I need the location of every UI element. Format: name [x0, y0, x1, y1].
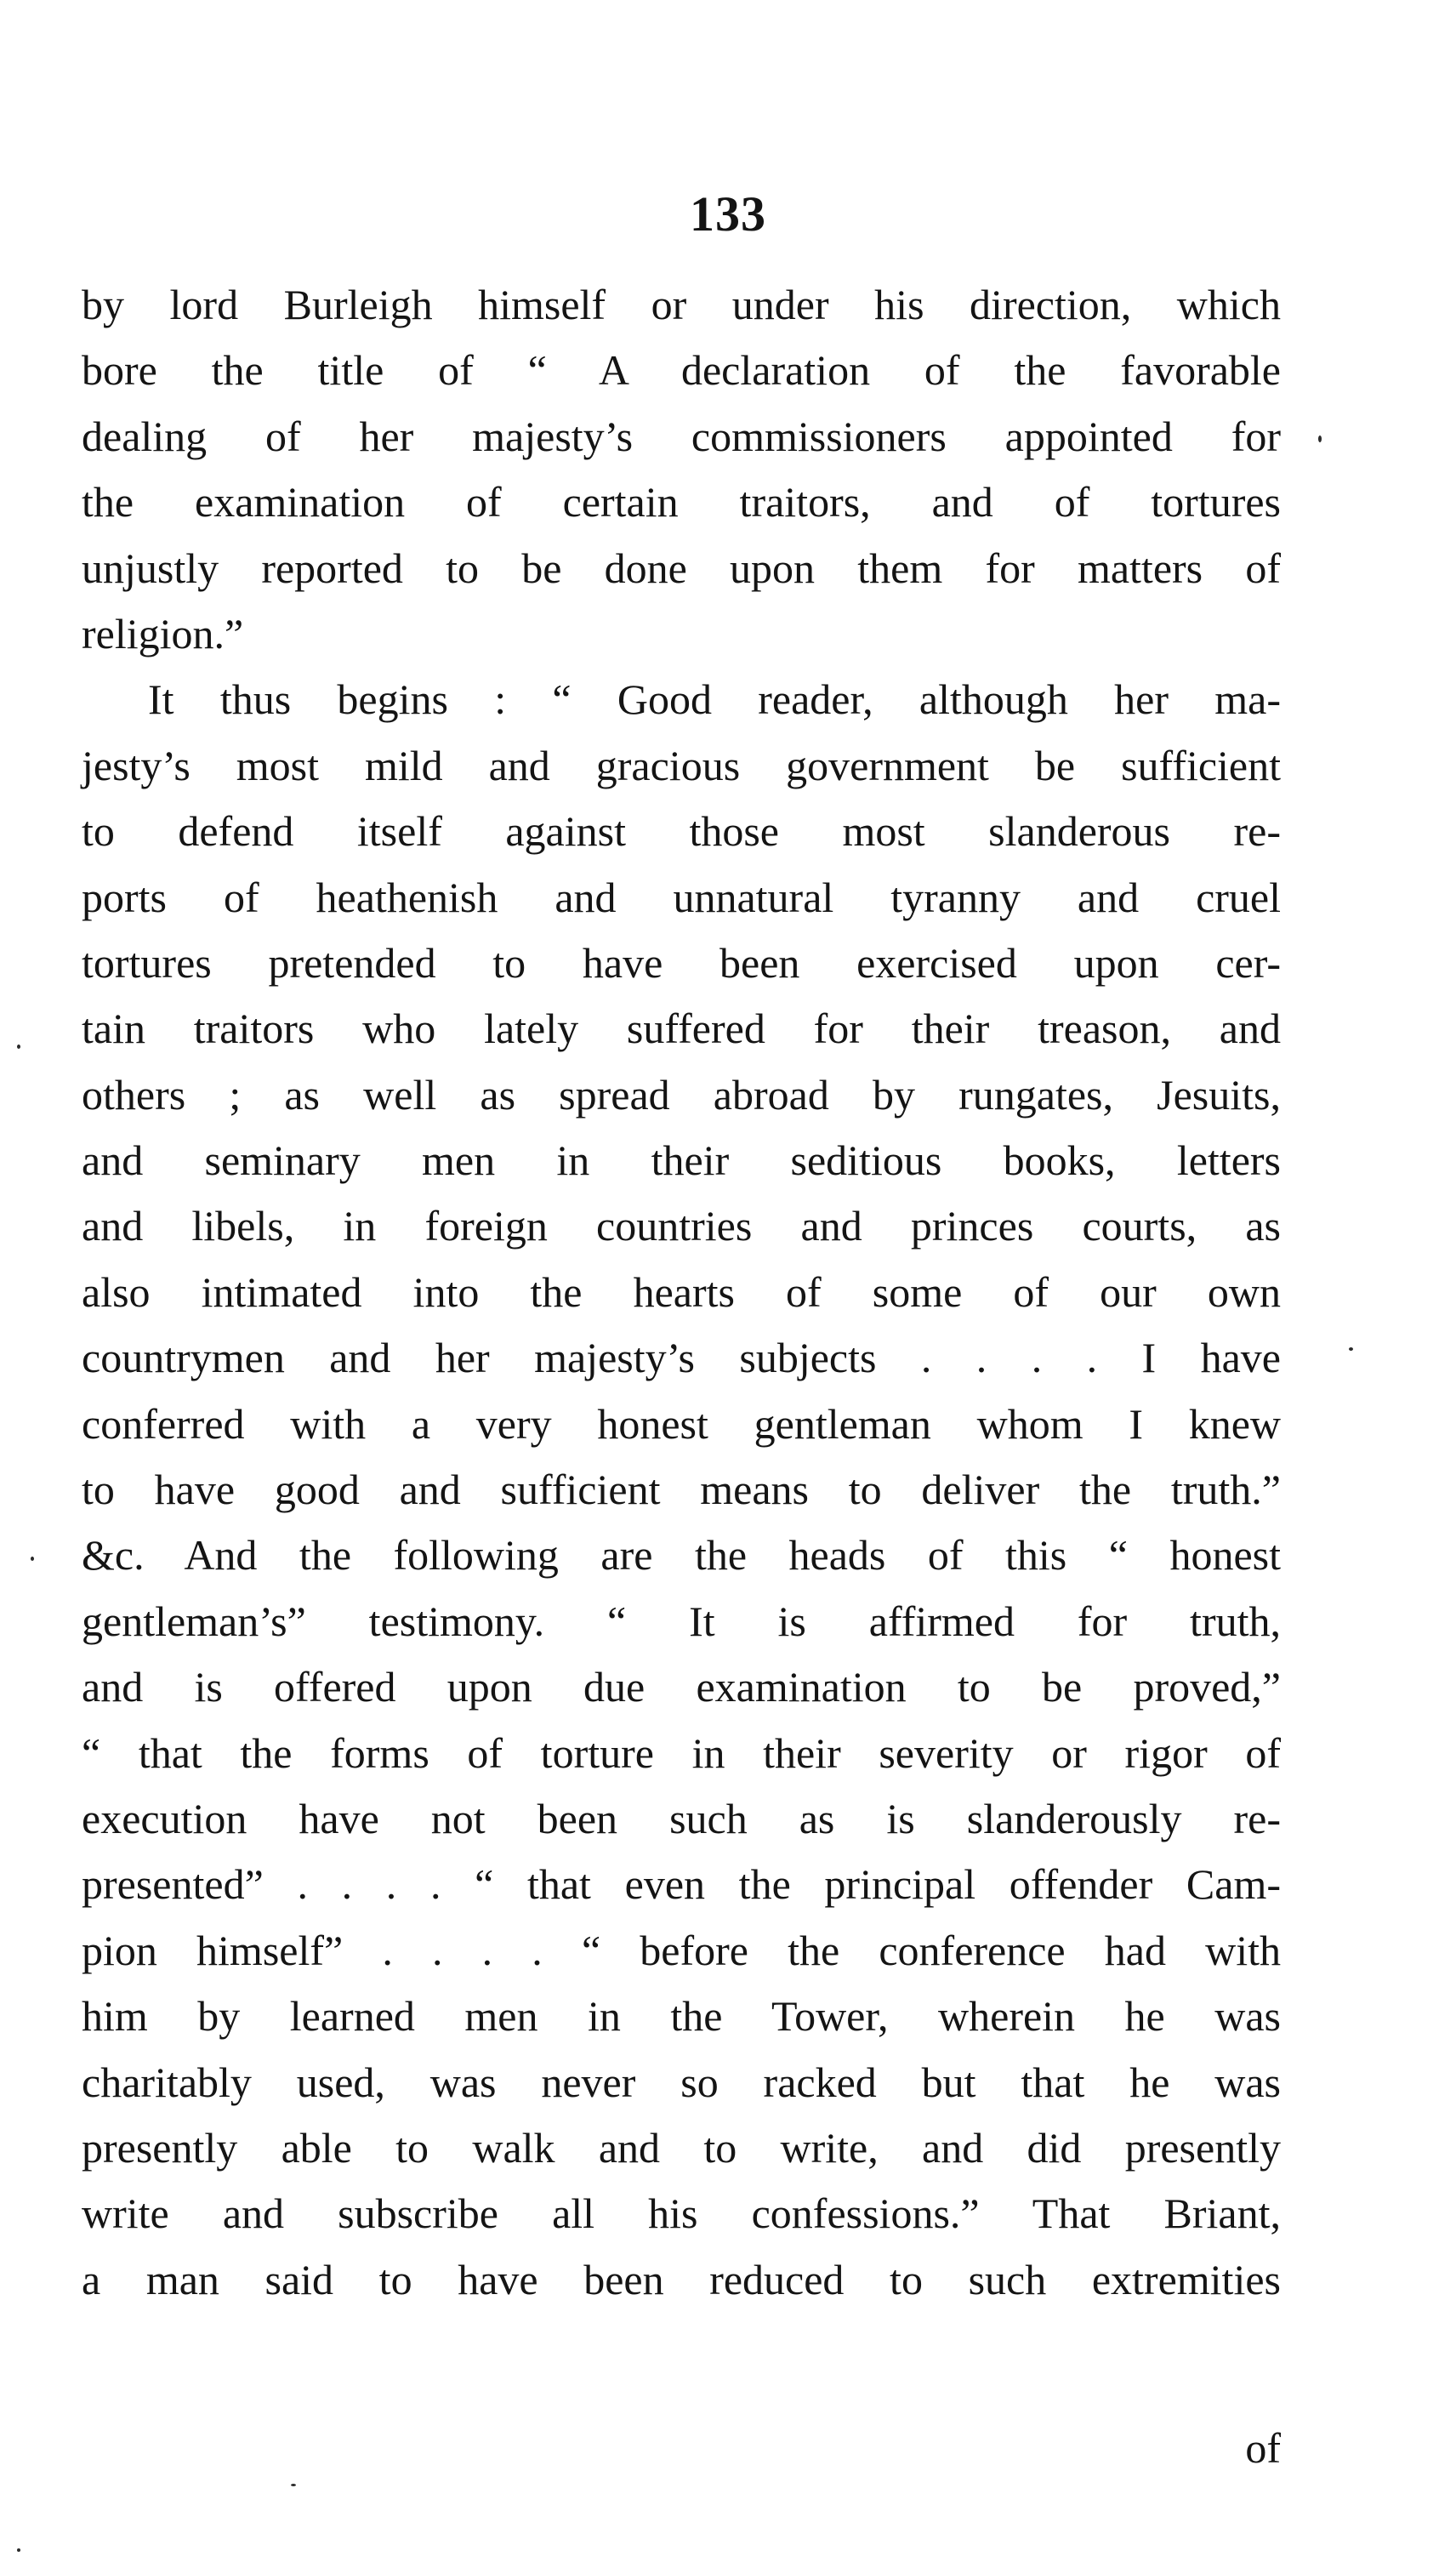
text-line: and is offered upon due examination to be proved,”	[82, 1663, 1281, 1711]
margin-speck	[1349, 1347, 1353, 1351]
text-line: tain traitors who lately suffered for their treason, and	[82, 1005, 1281, 1053]
text-line: by lord Burleigh himself or under his direction, which	[82, 281, 1281, 328]
text-line: &c. And the following are the heads of this “ honest	[82, 1531, 1281, 1580]
catchword: of	[1245, 2424, 1281, 2472]
text-line: and seminary men in their seditious books, letters	[82, 1136, 1281, 1185]
text-line: and libels, in foreign countries and princes courts, as	[82, 1202, 1281, 1250]
text-line: also intimated into the hearts of some of our own	[82, 1267, 1281, 1316]
body-text	[82, 272, 1281, 2313]
text-line: a man said to have been reduced to such extremities	[82, 2255, 1281, 2303]
margin-speck	[291, 2484, 296, 2486]
text-line: to have good and sufficient means to deliver the truth.”	[82, 1466, 1281, 1514]
text-line: ports of heathenish and unnatural tyranny and cruel	[82, 873, 1281, 921]
text-line: charitably used, was never so racked but that he was	[82, 2058, 1281, 2106]
text-line: presently able to walk and to write, and did presently	[82, 2123, 1281, 2172]
paragraph-first-line: It thus begins : “ Good reader, although her ma-	[148, 675, 1281, 724]
margin-speck	[1318, 436, 1322, 442]
text-line: pion himself” . . . . “ before the conference had with	[82, 1926, 1281, 1974]
text-line: conferred with a very honest gentleman whom I knew	[82, 1399, 1281, 1448]
text-line: “ that the forms of torture in their severity or rigor of	[82, 1728, 1281, 1777]
text-line: execution have not been such as is slanderously re-	[82, 1794, 1281, 1842]
text-line: him by learned men in the Tower, wherein he was	[82, 1992, 1281, 2041]
text-line: countrymen and her majesty’s subjects . . . . I have	[82, 1334, 1281, 1382]
text-line: dealing of her majesty’s commissioners appointed for	[82, 412, 1281, 460]
margin-speck	[17, 1045, 20, 1049]
text-line: tortures pretended to have been exercised upon cer-	[82, 938, 1281, 987]
text-line: others ; as well as spread abroad by rungates, Jesuits,	[82, 1070, 1281, 1119]
margin-speck	[31, 1557, 34, 1561]
text-line: jesty’s most mild and gracious government be sufficient	[82, 741, 1281, 789]
text-line: presented” . . . . “ that even the principal offender Cam-	[82, 1860, 1281, 1909]
text-line: to defend itself against those most slanderous re-	[82, 807, 1281, 856]
margin-speck	[17, 2548, 20, 2552]
text-line: write and subscribe all his confessions.” That Briant,	[82, 2189, 1281, 2238]
page-number: 133	[690, 186, 766, 242]
text-line: the examination of certain traitors, and of tortures	[82, 478, 1281, 527]
text-line: unjustly reported to be done upon them for matters of	[82, 544, 1281, 592]
text-line: gentleman’s” testimony. “ It is affirmed for truth,	[82, 1597, 1281, 1645]
text-line: religion.”	[82, 609, 244, 658]
text-line: bore the title of “ A declaration of the favorable	[82, 346, 1281, 395]
